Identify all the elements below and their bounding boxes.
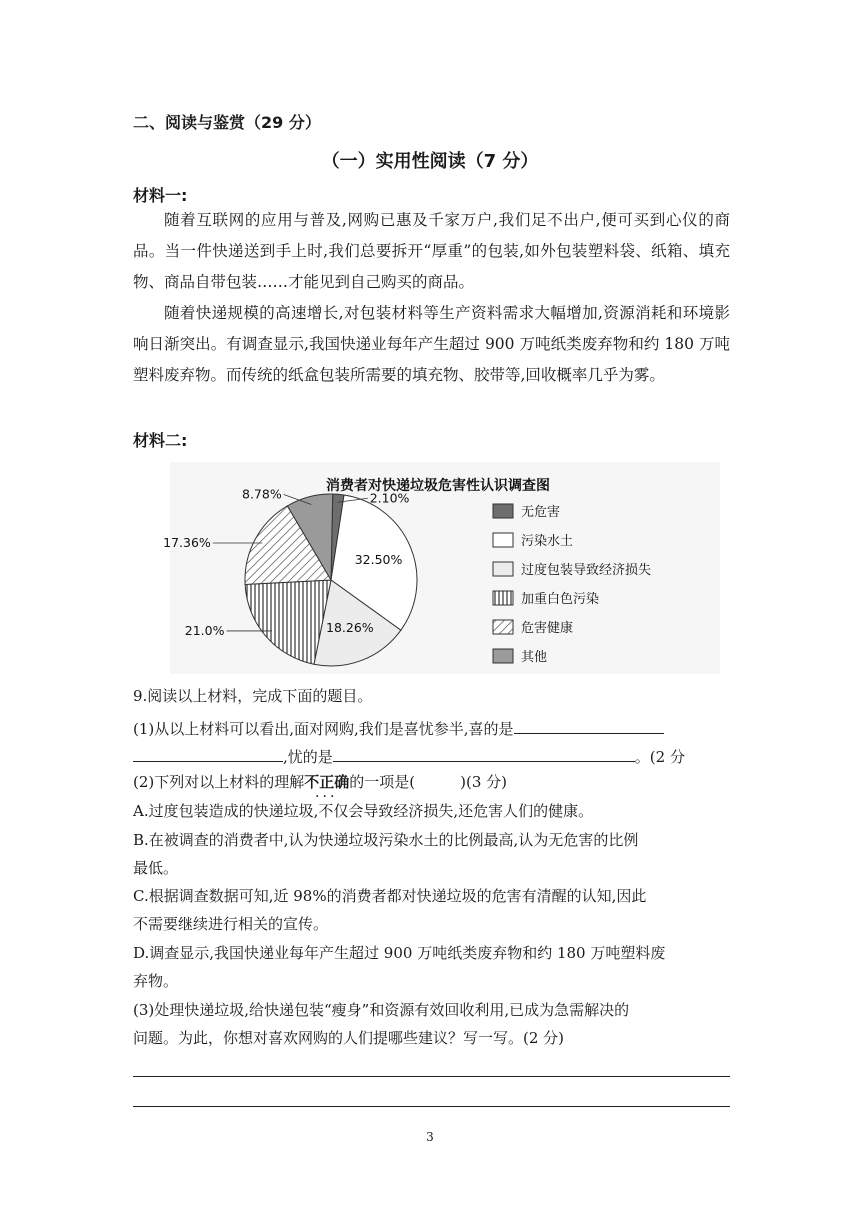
slice-label-3: 18.26% xyxy=(326,620,374,636)
slice-label-4: 21.0% xyxy=(184,622,225,638)
question-2 xyxy=(133,772,733,800)
question-1-line-2 xyxy=(133,745,733,767)
question-2-emphasis: 不正确 ... xyxy=(304,773,350,800)
legend-swatch-6 xyxy=(493,649,513,663)
section-title: 二、阅读与鉴赏（29 分） xyxy=(133,113,321,132)
answer-line-1[interactable] xyxy=(133,1076,730,1077)
question-1-text-c: 。(2 分 xyxy=(634,748,685,766)
legend-label-6: 其他 xyxy=(521,650,548,665)
material1-paragraph-2: 随着快递规模的高速增长,对包装材料等生产资料需求大幅增加,资源消耗和环境影响日渐突出。有调查显示,我国快递业每年产生超过 900 万吨纸类废弃物和约 180 万吨塑料废弃物。而传统的纸盒包装所需要的填充物、胶带等,回收概率几乎为雾。 xyxy=(133,304,730,384)
emphasis-dots: ... xyxy=(315,789,338,800)
slice-label-5: 17.36% xyxy=(163,535,211,551)
chart-title: 消费者对快递垃圾危害性认识调查图 xyxy=(326,478,550,494)
legend-swatch-3 xyxy=(493,562,513,576)
legend-label-2: 污染水土 xyxy=(521,534,574,549)
legend-swatch-4 xyxy=(493,591,513,605)
option-c-line-1[interactable]: C.根据调查数据可知,近 98%的消费者都对快递垃圾的危害有清醒的认知,因此 xyxy=(133,887,647,905)
slice-label-2: 32.50% xyxy=(354,552,403,568)
page-number: 3 xyxy=(426,1130,434,1144)
option-c-line-2[interactable]: 不需要继续进行相关的宣传。 xyxy=(133,915,329,933)
question-1-line-1 xyxy=(133,717,733,739)
question-2-text-b: 的一项是( )(3 分) xyxy=(349,773,507,791)
legend-swatch-5 xyxy=(493,620,513,634)
option-d-line-2[interactable]: 弃物。 xyxy=(133,972,179,990)
question-1-text-a: (1)从以上材料可以看出,面对网购,我们是喜忧参半,喜的是 xyxy=(133,720,514,738)
answer-blank-1-cont[interactable] xyxy=(133,745,283,762)
answer-blank-1[interactable] xyxy=(514,717,664,734)
subsection-title: （一）实用性阅读（7 分） xyxy=(321,151,539,172)
material2-label: 材料二: xyxy=(133,431,188,450)
option-b-line-2[interactable]: 最低。 xyxy=(133,859,179,877)
material1-paragraph-1: 随着互联网的应用与普及,网购已惠及千家万户,我们足不出户,便可买到心仪的商品。当一件快递送到手上时,我们总要拆开“厚重”的包装,如外包装塑料袋、纸箱、填充物、商品自带包装……才能见到自己购买的商品。 xyxy=(133,211,730,291)
slice-label-6: 8.78% xyxy=(242,486,282,502)
question-stem: 9.阅读以上材料，完成下面的题目。 xyxy=(133,687,373,705)
question-1-text-b: ,忧的是 xyxy=(283,748,333,766)
pie-chart xyxy=(163,462,720,674)
legend-label-1: 无危害 xyxy=(521,505,561,520)
pie-slices xyxy=(245,494,417,666)
question-3-line-1: (3)处理快递垃圾,给快递包装“瘦身”和资源有效回收利用,已成为急需解决的 xyxy=(133,1001,630,1019)
legend-swatch-1 xyxy=(493,504,513,518)
option-b-line-1[interactable]: B.在被调查的消费者中,认为快递垃圾污染水土的比例最高,认为无危害的比例 xyxy=(133,831,639,849)
answer-blank-2[interactable] xyxy=(333,745,635,762)
material1-label: 材料一: xyxy=(133,186,188,205)
question-3-line-2: 问题。为此，你想对喜欢网购的人们提哪些建议？写一写。(2 分) xyxy=(133,1029,565,1047)
legend-label-4: 加重白色污染 xyxy=(521,592,600,607)
legend-label-3: 过度包装导致经济损失 xyxy=(521,563,652,578)
legend-swatch-2 xyxy=(493,533,513,547)
slice-label-1: 2.10% xyxy=(369,490,410,506)
option-a[interactable]: A.过度包装造成的快递垃圾,不仅会导致经济损失,还危害人们的健康。 xyxy=(133,802,594,820)
option-d-line-1[interactable]: D.调查显示,我国快递业每年产生超过 900 万吨纸类废弃物和约 180 万吨塑料废 xyxy=(133,944,666,962)
legend-label-5: 危害健康 xyxy=(521,621,574,636)
question-2-text-a: (2)下列对以上材料的理解 xyxy=(133,773,305,791)
answer-line-2[interactable] xyxy=(133,1106,730,1107)
